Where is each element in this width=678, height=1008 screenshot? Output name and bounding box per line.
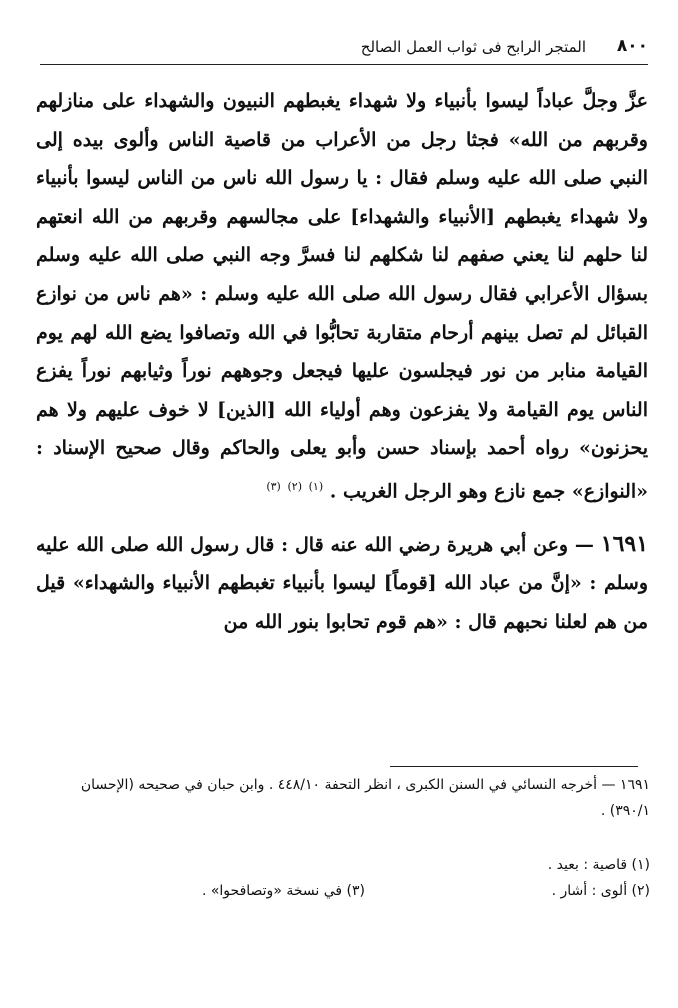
hadith-1691 xyxy=(36,525,648,642)
footnote-ref-2: (٢) xyxy=(287,479,302,493)
running-title: المتجر الرابح فى ثواب العمل الصالح xyxy=(360,38,586,56)
footnote-ref-3: (٣) xyxy=(266,479,281,493)
page-header xyxy=(40,36,648,62)
paragraph-2-text: — وعن أبي هريرة رضي الله عنه قال : قال رسول الله صلى الله عليه وسلم : «إنَّ من عباد الله [قوماً] ليسوا بأنبياء تغبطهم الأنبياء والشهداء» قيل من هم لعلنا نحبهم قال : «هم قوم تحابوا بنور الله من xyxy=(36,533,648,634)
header-rule xyxy=(40,64,648,65)
footnotes xyxy=(40,772,650,904)
footnote-1: (١) قاصية : بعيد . xyxy=(547,857,650,873)
footnote-source: ١٦٩١ — أخرجه النسائي في السنن الكبرى ، انظر التحفة ٤٤٨/١٠ . وابن حبان في صحيحه (الإحسان ٣٩٠/١) . xyxy=(80,777,650,819)
hadith-1690-continuation xyxy=(36,82,648,511)
hadith-number: ١٦٩١ xyxy=(600,530,649,557)
page-number: ٨٠٠ xyxy=(616,36,648,56)
main-text xyxy=(36,82,648,642)
footnote-rule xyxy=(390,766,638,767)
footnote-3: (٣) في نسخة «وتصافحوا» . xyxy=(201,883,365,899)
footnote-row xyxy=(40,878,650,904)
paragraph-1-text: عزَّ وجلَّ عباداً ليسوا بأنبياء ولا شهداء يغبطهم النبيون والشهداء على منازلهم وقربهم من الله» فجثا رجل من الأعراب من قاصية الناس وألوى بيده إلى النبي صلى الله عليه وسلم فقال : يا رسول الله ناس من الناس ليسوا بأنبياء ولا شهداء يغبطهم [الأنبياء والشهداء] على مجالسهم وقربهم من الله انعتهم لنا حلهم لنا يعني صفهم لنا شكلهم لنا فسرَّ وجه النبي صلى الله عليه وسلم بسؤال الأعرابي فقال رسول الله صلى الله عليه وسلم : «هم ناس من نوازع القبائل لم تصل بينهم أرحام متقاربة تحابُّوا في الله وتصافوا يضع الله لهم يوم القيامة منابر من نور فيجلسون عليها فيجعل وجوههم نوراً وثيابهم نوراً يفزع الناس يوم القيامة ولا يفزعون وهم أولياء الله [الذين] لا خوف عليهم ولا هم يحزنون» رواه أحمد بإسناد حسن وأبو يعلى والحاكم وقال صحيح الإسناد : «النوازع» جمع نازع وهو الرجل الغريب . xyxy=(36,90,648,503)
footnote-ref-1: (١) xyxy=(308,479,324,493)
footnote-2: (٢) ألوى : أشار . xyxy=(551,883,650,899)
